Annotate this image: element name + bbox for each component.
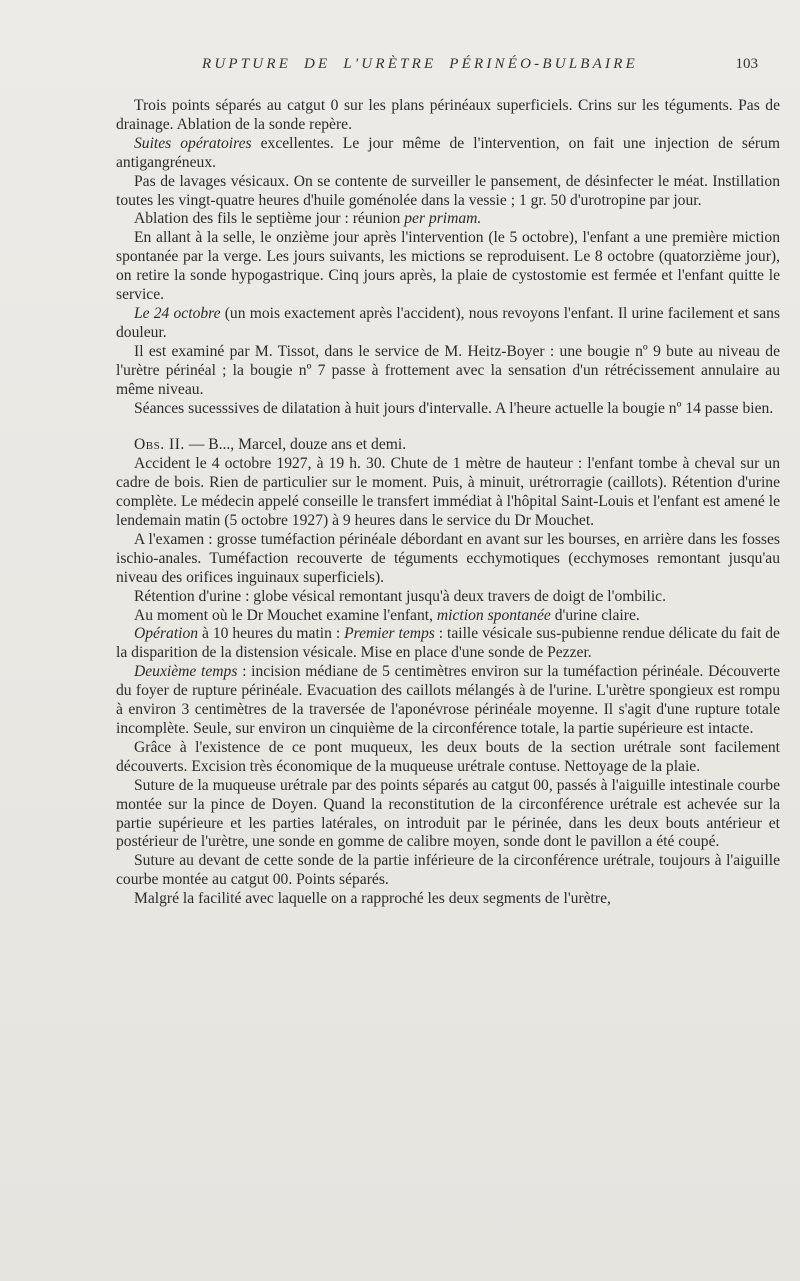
text-segment: Suture au devant de cette sonde de la partie inférieure de la circonférence urétrale, toujours à l'aiguille courbe montée au catgut 00. Points séparés.: [116, 852, 780, 889]
italic-text: Le 24 octobre: [134, 304, 221, 322]
text-segment: : taille vésicale sus-pubienne rendue délicate du fait de la disparition de la distension vésicale. Mise en place d'une sonde de Pezzer.: [116, 625, 780, 662]
paragraph: [116, 531, 780, 588]
observation-label: Obs. II.: [134, 436, 185, 454]
paragraph: [116, 588, 780, 607]
text-segment: Au moment où le Dr Mouchet examine l'enfant,: [134, 606, 437, 624]
paragraph: [116, 436, 780, 455]
text-segment: Pas de lavages vésicaux. On se contente de surveiller le pansement, de désinfecter le méat. Instillation toutes les vingt-quatre heures d'huile goménolée dans la vessie ; 1 gr. 50 d'urotropine par jour.: [116, 172, 780, 209]
text-segment: excellentes. Le jour même de l'intervention, on fait une injection de sérum antigangréneux.: [116, 134, 781, 171]
text-segment: Suture de la muqueuse urétrale par des points séparés au catgut 00, passés à l'aiguille intestinale courbe montée sur la pince de Doyen. Quand la reconstitution de la circonférence urétrale est achevée sur la partie supérieure et les parties latérales, on introduit par le périnée, dans les deux bouts antérieur et postérieur de l'urètre, une sonde en gomme de calibre moyen, sonde dont le pavillon a été coupé.: [116, 776, 780, 851]
text-segment: à 10 heures du matin :: [198, 625, 345, 643]
italic-text: Suites opératoires: [134, 134, 252, 152]
paragraph: [116, 97, 780, 135]
text-segment: : incision médiane de 5 centimètres environ sur la tuméfaction périnéale. Découverte du foyer de rupture périnéale. Evacuation des caillots mélangés à de l'urine. L'urètre spongieux est rompu à environ 3 centimètres de la traversée de l'aponévrose périnéale moyenne. Il s'agit d'une rupture totale incomplète. Seule, sur environ un cinquième de la circonférence totale, la partie supérieure est intacte.: [116, 663, 780, 737]
paragraph: [116, 400, 780, 419]
text-segment: A l'examen : grosse tuméfaction périnéale débordant en avant sur les bourses, en arrière dans les fosses ischio-anales. Tuméfaction recouverte de téguments ecchymotiques (ecchymoses remontant jusqu'au niveau des orifices inguinaux superficiels).: [116, 530, 780, 586]
text-segment: Accident le 4 octobre 1927, à 19 h. 30. Chute de 1 mètre de hauteur : l'enfant tombe à cheval sur un cadre de bois. Rien de particulier sur le moment. Puis, à minuit, urétrorragie (caillots). Rétention d'urine complète. Le médecin appelé conseille le transfert immédiat à l'hôpital Saint-Louis et l'enfant est amené le lendemain matin (5 octobre 1927) à 9 heures dans le service du Dr Mouchet.: [116, 455, 780, 530]
page-number: 103: [735, 56, 758, 72]
paragraph: [116, 173, 780, 211]
paragraph: [116, 343, 780, 400]
text-segment: Rétention d'urine : globe vésical remontant jusqu'à deux travers de doigt de l'ombilic.: [134, 587, 666, 605]
paragraph: [116, 305, 780, 343]
italic-text: per primam.: [404, 210, 482, 228]
text-segment: Trois points séparés au catgut 0 sur les plans périnéaux superficiels. Crins sur les téguments. Pas de drainage. Ablation de la sonde repère.: [116, 97, 780, 133]
text-segment: d'urine claire.: [550, 606, 640, 624]
paragraph: [116, 852, 780, 890]
italic-text: Premier temps: [344, 625, 435, 643]
paragraph: [116, 777, 780, 853]
text-segment: Séances sucesssives de dilatation à huit jours d'intervalle. A l'heure actuelle la bougie nº 14 passe bien.: [134, 399, 774, 417]
text-segment: — B..., Marcel, douze ans et demi.: [184, 436, 407, 454]
paragraph: [116, 607, 780, 626]
text-segment: Ablation des fils le septième jour : réunion: [134, 210, 405, 228]
paragraph: [116, 739, 780, 777]
text-segment: Il est examiné par M. Tissot, dans le service de M. Heitz-Boyer : une bougie nº 9 bute au niveau de l'urètre périnéal ; la bougie nº 7 passe à frottement avec la sensation d'un rétrécissement annulaire au même niveau.: [116, 342, 780, 398]
paragraph: [116, 229, 780, 305]
italic-text: Deuxième temps: [134, 663, 238, 681]
text-segment: Malgré la facilité avec laquelle on a rapproché les deux segments de l'urètre,: [134, 890, 611, 908]
running-title: RUPTURE DE L'URÈTRE PÉRINÉO-BULBAIRE: [202, 56, 638, 72]
text-segment: En allant à la selle, le onzième jour après l'intervention (le 5 octobre), l'enfant a une première miction spontanée par la verge. Les jours suivants, les mictions se reproduisent. Le 8 octobre (quatorzième jour), on retire la sonde hypogastrique. Cinq jours après, la plaie de cystostomie est fermée et l'enfant quitte le service.: [116, 229, 780, 304]
paragraph: [116, 455, 780, 531]
paragraph: [116, 135, 780, 173]
body-text: [116, 97, 780, 909]
text-segment: (un mois exactement après l'accident), nous revoyons l'enfant. Il urine facilement et sans douleur.: [116, 304, 780, 341]
italic-text: miction spontanée: [436, 606, 551, 624]
text-segment: Grâce à l'existence de ce pont muqueux, les deux bouts de la section urétrale sont facilement découverts. Excision très économique de la muqueuse urétrale contuse. Nettoyage de la plaie.: [116, 738, 780, 775]
italic-text: Opération: [134, 625, 199, 643]
paragraph: [116, 890, 780, 909]
paragraph: [116, 625, 780, 663]
page-header: [110, 56, 770, 76]
paragraph: [116, 210, 780, 229]
paragraph: [116, 663, 780, 739]
